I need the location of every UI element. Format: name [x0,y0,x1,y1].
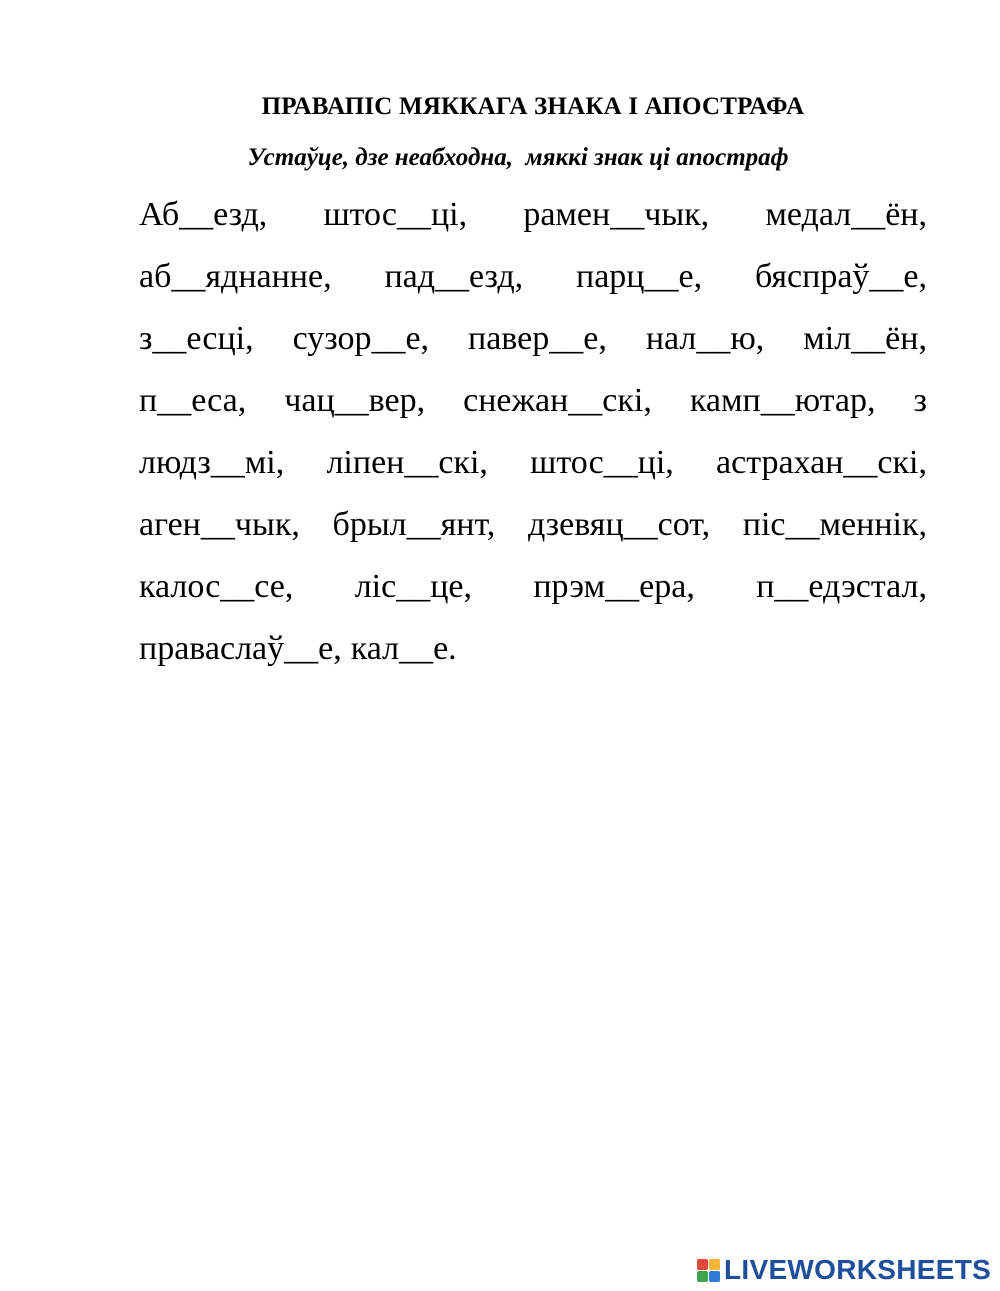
exercise-word: дзевяц__сот, [527,506,711,543]
exercise-word: п__еса, [139,382,247,419]
exercise-word: прэм__ера, [533,568,695,605]
worksheet-instruction: Устаўце, дзе неабходна, мяккі знак ці апостраф [247,144,789,171]
exercise-word: снежан__скі, [463,382,652,419]
exercise-line [139,437,927,499]
exercise-word: бяспраў__е, [754,258,927,295]
logo-text: LIVEWORKSHEETS [724,1254,992,1285]
exercise-word: рамен__чык, [523,196,710,233]
exercise-word: міл__ён, [803,320,927,357]
exercise-line [139,375,927,437]
exercise-word: аген__чык, [139,506,300,543]
exercise-word: з__есці, [139,320,254,357]
liveworksheets-logo [697,1250,991,1290]
exercise-word: павер__е, [468,320,607,357]
logo-mark-icon [697,1259,720,1282]
exercise-line [139,189,927,251]
exercise-text [139,189,927,685]
exercise-line [139,561,927,623]
exercise-word: калос__се, [139,568,294,605]
exercise-word: кал__е. [350,630,457,667]
exercise-word: медал__ён, [765,196,927,233]
exercise-word: ліпен__скі, [326,444,488,481]
exercise-word: Аб__езд, [139,196,268,233]
logo-mark-square [709,1271,720,1282]
exercise-word: астрахан__скі, [716,444,927,481]
exercise-word: брыл__янт, [332,506,496,543]
exercise-word: сузор__е, [292,320,430,357]
exercise-word: парц__е, [576,258,703,295]
exercise-word: ліс__це, [354,568,473,605]
exercise-word: штос__ці, [530,444,674,481]
exercise-word: піс__меннік, [742,506,927,543]
exercise-word: з [913,382,927,419]
exercise-word: пад__езд, [384,258,524,295]
exercise-word: чац__вер, [284,382,426,419]
logo-mark-square [697,1259,708,1270]
logo-mark-square [697,1271,708,1282]
exercise-line [139,499,927,561]
exercise-line [139,313,927,375]
exercise-word: камп__ютар, [689,382,876,419]
exercise-word: штос__ці, [323,196,468,233]
worksheet-title: ПРАВАПІС МЯККАГА ЗНАКА І АПОСТРАФА [261,93,805,120]
logo-mark-square [709,1259,720,1270]
exercise-word: людз__мі, [139,444,285,481]
exercise-line [139,251,927,313]
exercise-word: нал__ю, [645,320,765,357]
exercise-word: п__едэстал, [756,568,927,605]
exercise-line [139,623,927,685]
exercise-word: аб__яднанне, [139,258,332,295]
exercise-word: праваслаў__е, [139,630,342,667]
